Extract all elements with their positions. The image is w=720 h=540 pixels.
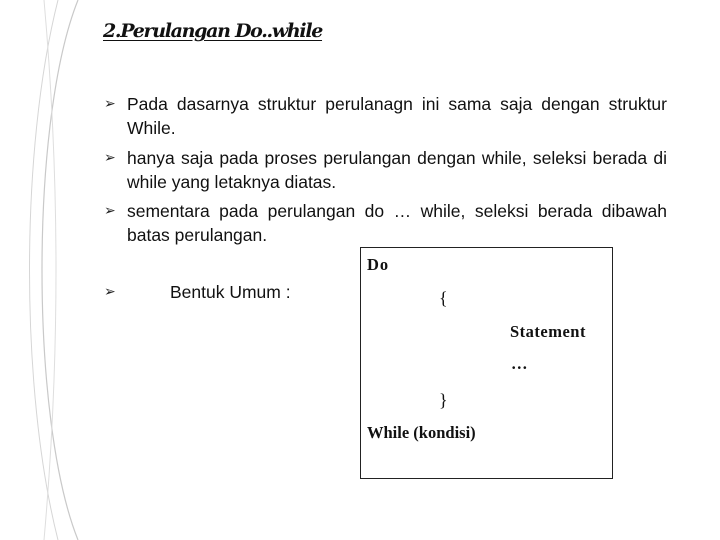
bullet-text: sementara pada perulangan do … while, seleksi berada dibawah batas perulangan. [127, 201, 667, 245]
bullet-text: hanya saja pada proses perulangan dengan while, seleksi berada di while yang letaknya diatas. [127, 148, 667, 192]
syntax-box [360, 247, 613, 479]
bentuk-umum-label: Bentuk Umum : [170, 282, 291, 302]
arrow-bullet-icon: ➢ [104, 203, 116, 219]
code-do-keyword: Do [367, 255, 390, 274]
code-open-brace: { [439, 288, 448, 308]
bullet-text: Pada dasarnya struktur perulanagn ini sama saja dengan struktur While. [127, 94, 667, 138]
slide-title: 2.Perulangan Do..while [103, 20, 323, 42]
arrow-bullet-icon: ➢ [104, 284, 116, 300]
code-statement: Statement [510, 322, 586, 341]
code-while-condition: While (kondisi) [367, 423, 476, 442]
bullet-item [104, 199, 667, 247]
decorative-arcs [0, 0, 90, 540]
bullet-item [104, 92, 667, 140]
arc-middle [30, 0, 59, 540]
arrow-bullet-icon: ➢ [104, 150, 116, 166]
arc-outer [42, 0, 78, 540]
arrow-bullet-icon: ➢ [104, 96, 116, 112]
bullet-item [104, 146, 667, 194]
code-ellipsis: … [511, 354, 531, 373]
code-close-brace: } [439, 390, 448, 410]
arc-inner [44, 0, 56, 540]
